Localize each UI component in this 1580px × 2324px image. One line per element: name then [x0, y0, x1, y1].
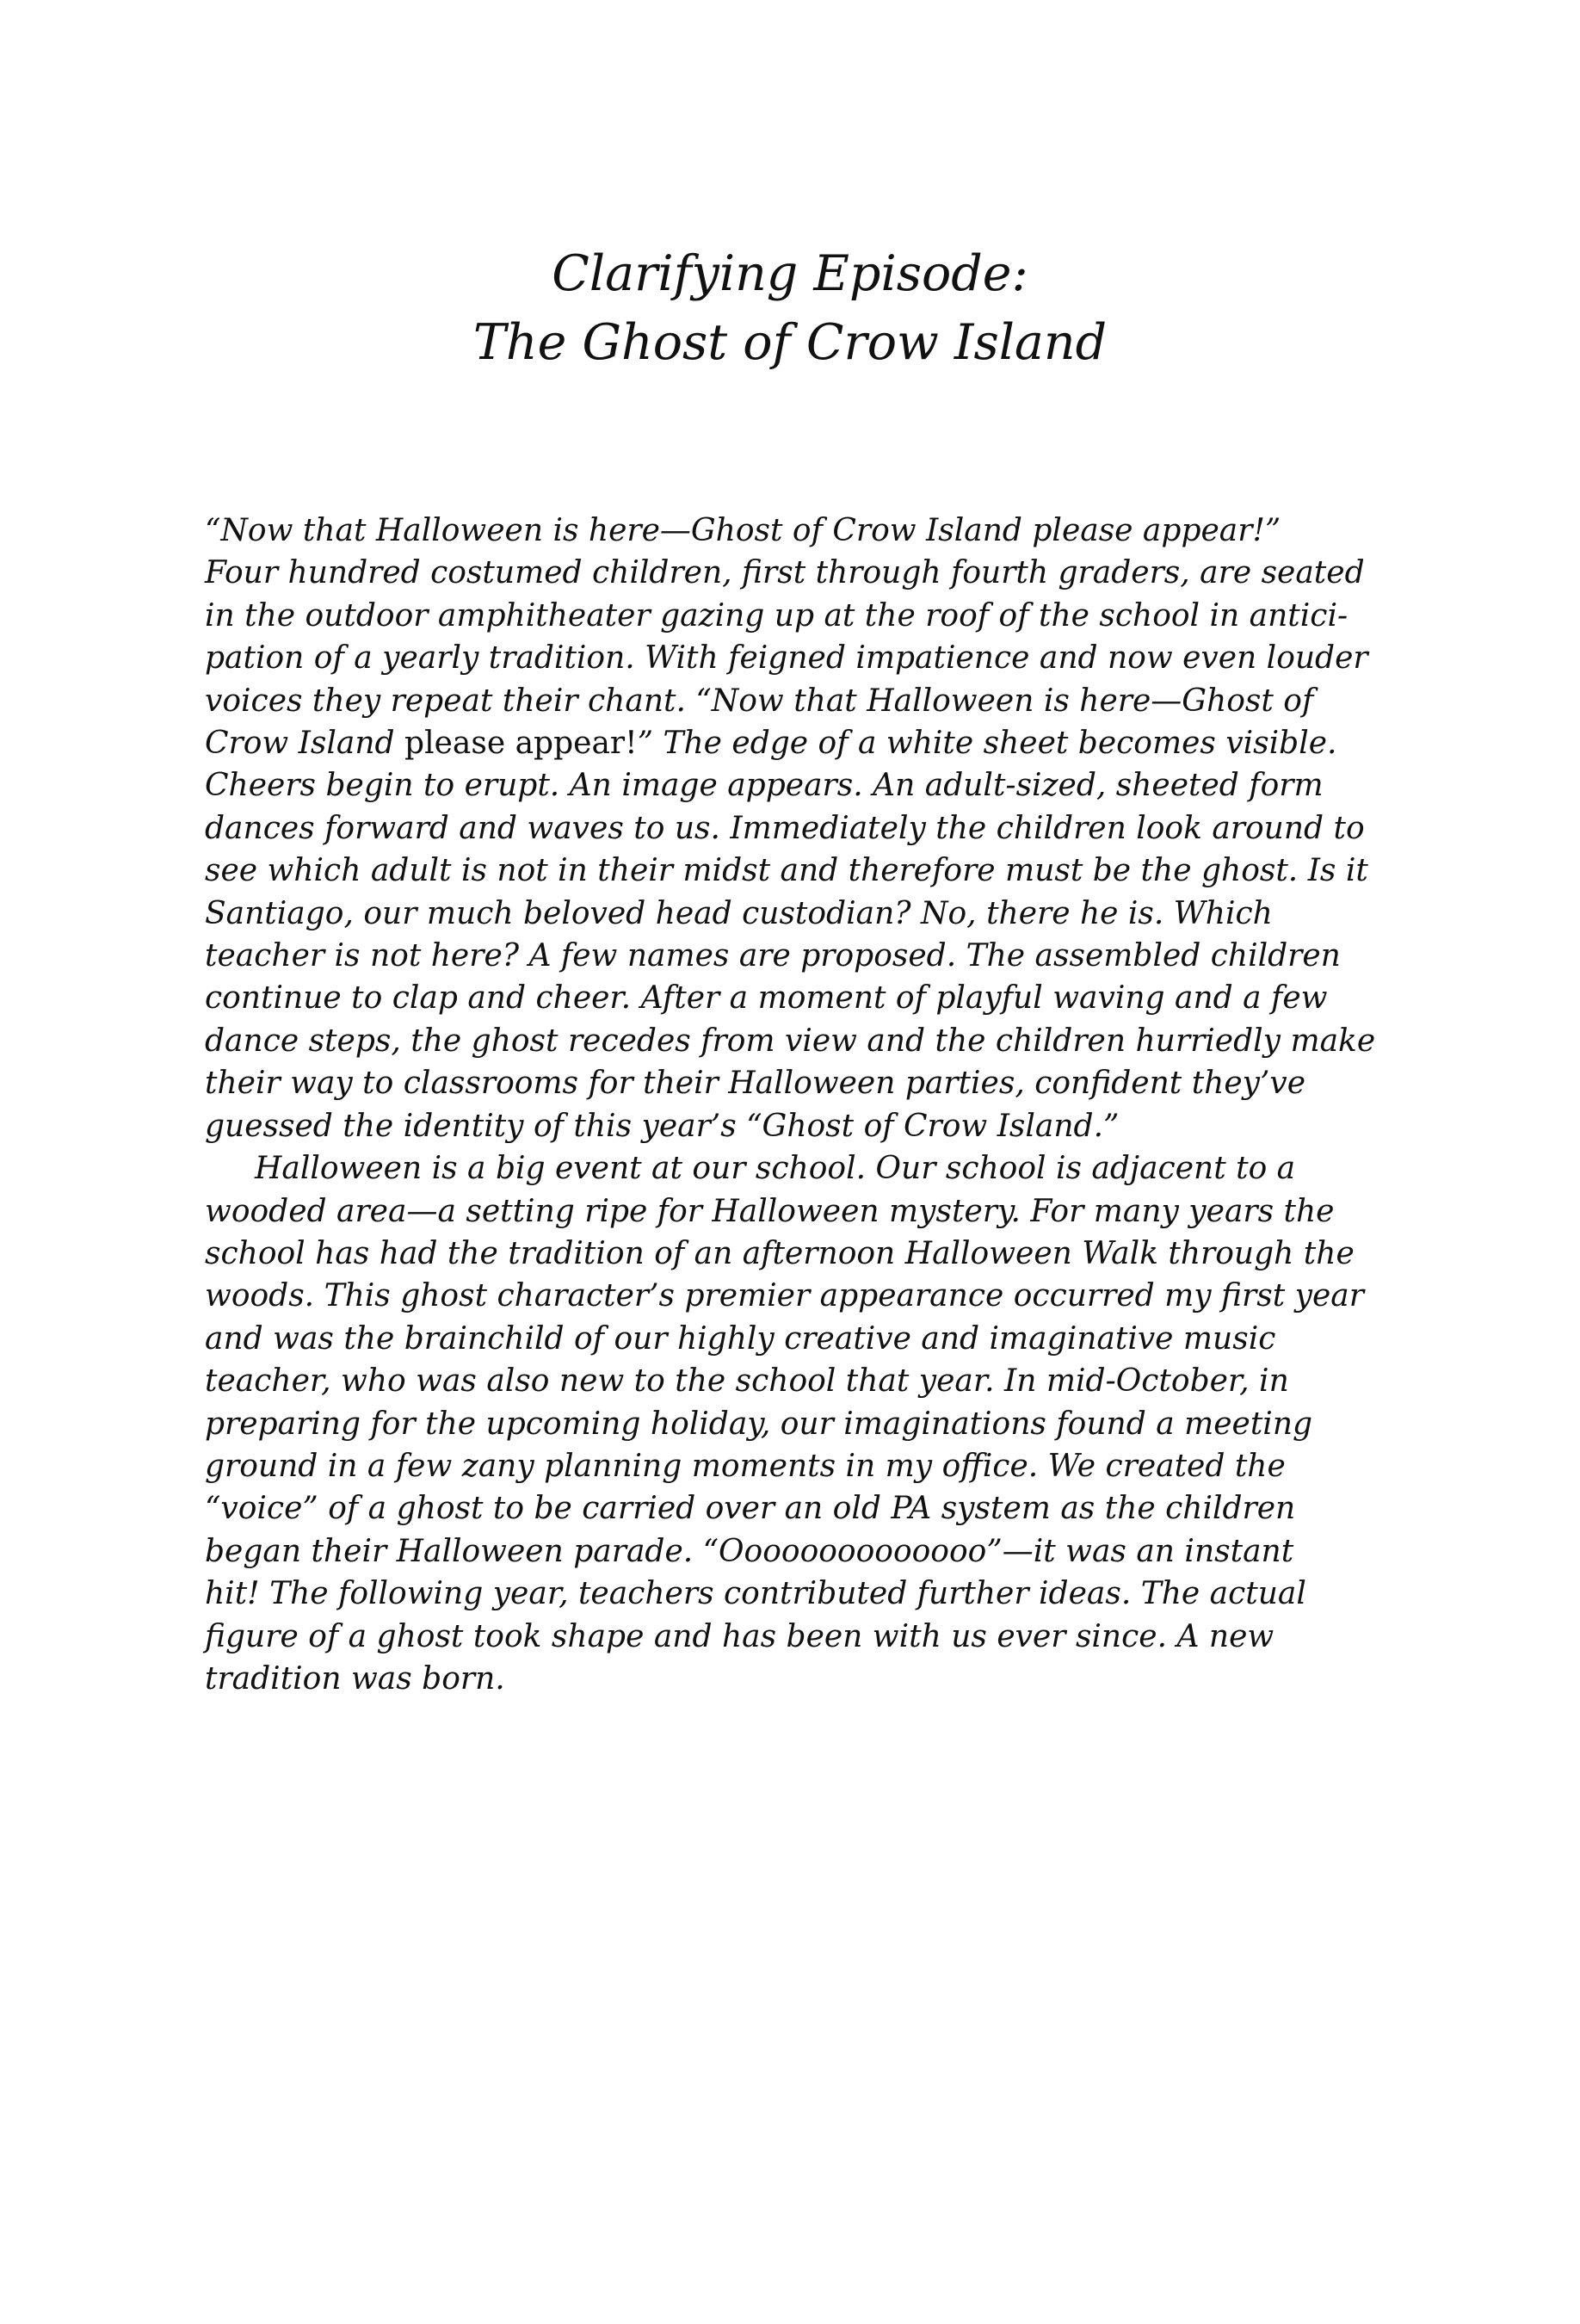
text-line: in the outdoor amphitheater gazing up at the roof of the school in antici-	[205, 597, 1349, 634]
text-line: dance steps, the ghost recedes from view and the children hurriedly make	[205, 1023, 1376, 1059]
text-line: woods. This ghost character’s premier appearance occurred my first year	[205, 1278, 1364, 1314]
text-line: pation of a yearly tradition. With feigned impatience and now even louder	[205, 640, 1368, 677]
text-line: Santiago, our much beloved head custodian? No, there he is. Which	[205, 895, 1273, 931]
chapter-title	[0, 239, 1580, 377]
text-line: tradition was born.	[205, 1660, 505, 1697]
text-line: and was the brainchild of our highly creative and imaginative music	[205, 1320, 1276, 1357]
text-line: teacher, who was also new to the school that year. In mid-October, in	[205, 1363, 1289, 1400]
text-run-italic: ” The edge of a white sheet becomes visible.	[637, 726, 1337, 762]
text-line: see which adult is not in their midst and therefore must be the ghost. Is it	[205, 853, 1368, 889]
text-line: Cheers begin to erupt. An image appears. An adult-sized, sheeted form	[205, 768, 1324, 804]
text-line: school has had the tradition of an afternoon Halloween Walk through the	[205, 1235, 1355, 1271]
text-line: Halloween is a big event at our school. Our school is adjacent to a	[255, 1151, 1296, 1187]
text-line: wooded area—a setting ripe for Halloween mystery. For many years the	[205, 1193, 1335, 1229]
text-line: voices they repeat their chant. “Now that Halloween is here—Ghost of	[205, 683, 1314, 719]
text-line: their way to classrooms for their Halloween parties, confident they’ve	[205, 1066, 1306, 1102]
title-line-1: Clarifying Episode:	[552, 245, 1028, 302]
text-run-upright: please appear!	[394, 726, 638, 762]
text-run-italic: Crow Island	[205, 726, 395, 762]
text-line: guessed the identity of this year’s “Ghost of Crow Island.”	[205, 1108, 1120, 1144]
body-text	[205, 510, 1401, 1700]
text-line: ground in a few zany planning moments in my office. We created the	[205, 1448, 1286, 1484]
title-line-2: The Ghost of Crow Island	[472, 314, 1108, 371]
text-line: continue to clap and cheer. After a moment of playful waving and a few	[205, 980, 1328, 1017]
text-line: hit! The following year, teachers contributed further ideas. The actual	[205, 1576, 1306, 1612]
text-line: preparing for the upcoming holiday, our imaginations found a meeting	[205, 1406, 1313, 1442]
text-line: “Now that Halloween is here—Ghost of Crow Island please appear!”	[205, 513, 1281, 548]
paragraph-1	[205, 510, 1401, 1147]
text-line: teacher is not here? A few names are proposed. The assembled children	[205, 938, 1341, 974]
text-line: “voice” of a ghost to be carried over an old PA system as the children	[205, 1491, 1296, 1527]
text-line: figure of a ghost took shape and has been with us ever since. A new	[205, 1618, 1274, 1654]
text-line: Four hundred costumed children, first through fourth graders, are seated	[205, 555, 1365, 591]
text-line: dances forward and waves to us. Immediately the children look around to	[205, 810, 1365, 846]
text-line	[205, 722, 1401, 764]
text-line: began their Halloween parade. “Oooooooooooooo”—it was an instant	[205, 1533, 1294, 1569]
paragraph-2	[205, 1147, 1401, 1700]
